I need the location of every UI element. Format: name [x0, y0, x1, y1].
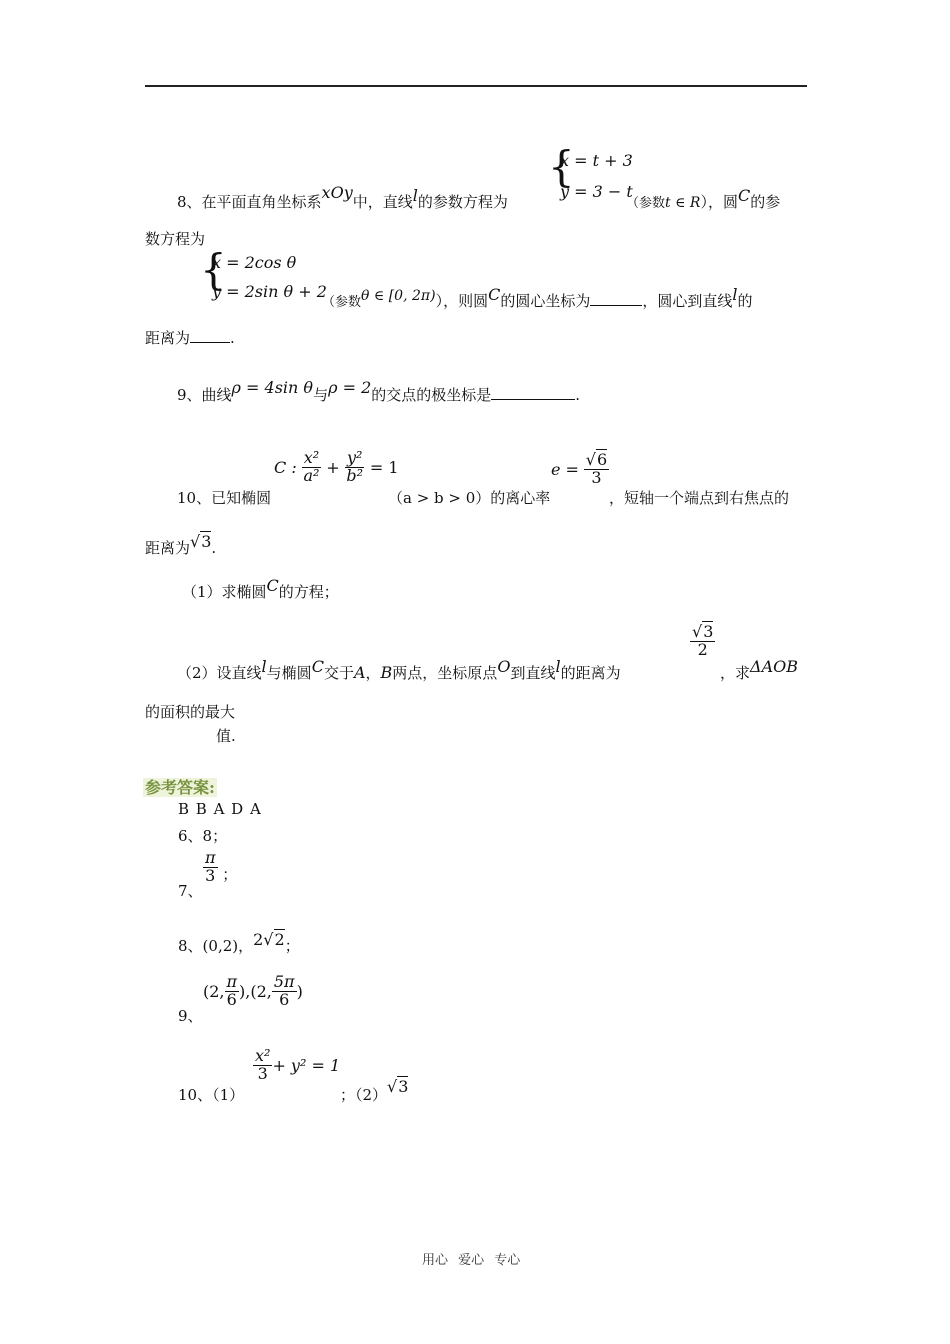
answer-9-value: (2, $\frac{\pi}{6}$ ),(2, $\frac{5\pi}{6}$ ): [203, 972, 303, 1009]
q8-system1-eq2: y = 3 − t: [560, 182, 633, 201]
q10-frac-x: $\frac{\text{x²}}{\text{a²}}$: [303, 448, 320, 485]
q10-eccentricity: e = $\frac{√6}{3}$: [551, 450, 608, 487]
q10-part2: （2）设直线l与椭圆C交于A，B两点，坐标原点O到直线l的距离为: [177, 657, 621, 682]
answer-7-fraction: $\frac{\pi}{3}$ ；: [205, 848, 238, 885]
answers-multiple-choice: B B A D A: [178, 800, 262, 818]
q10-ellipse-equation: C : $\frac{\text{x²}}{\text{a²}}$ + $\frac{\text{y²}}{\text{b²}}$ = 1: [274, 448, 399, 485]
q8-system2-brace: {: [200, 245, 227, 294]
q10-condition: （a > b > 0）的离心率: [388, 489, 551, 507]
q10-line1-tail: ，短轴一个端点到右焦点的: [609, 489, 790, 507]
q10-part2-tail: ，求ΔAOB: [720, 657, 798, 682]
q8-line1: 8、在平面直角坐标系xOy中，直线l的参数方程为: [177, 183, 508, 211]
answers-title: 参考答案:: [145, 778, 215, 797]
q8-line2: 数方程为: [145, 230, 206, 248]
q8-line1-tail: （参数t ∈ R），圆C的参: [626, 186, 781, 211]
q8-system1-brace: {: [548, 142, 575, 191]
page-footer: 用心 爱心 专心: [422, 1253, 521, 1268]
q8-line4: 距离为 .: [145, 329, 235, 347]
q8-system2-eq2: y = 2sin θ + 2: [212, 282, 327, 301]
answer-9-label: 9、: [178, 1007, 203, 1025]
q10-distance-fraction: $\frac{√3}{2}$: [692, 622, 714, 659]
answer-7-label: 7、: [178, 882, 203, 900]
answer-10-part2: ；（2）√3: [340, 1077, 409, 1104]
q10-frac-y: $\frac{\text{y²}}{\text{b²}}$: [346, 448, 364, 485]
answer-6: 6、8；: [178, 827, 228, 845]
answer-10-equation: $\frac{\text{x²}}{3}$ + y² = 1: [255, 1046, 341, 1083]
q8-system1-eq1: x = t + 3: [560, 151, 633, 170]
q10-line2: 距离为√3.: [145, 532, 217, 557]
answer-10-label: 10、（1）: [178, 1086, 245, 1104]
q10-part1: （1）求椭圆C的方程；: [182, 576, 339, 601]
q8-system2-eq1: x = 2cos θ: [212, 253, 297, 272]
q10-last-line2: 值.: [216, 727, 236, 745]
answer-8: 8、(0,2)，2√2；: [178, 930, 300, 955]
q9-line: 9、曲线ρ = 4sin θ与ρ = 2的交点的极坐标是 .: [177, 378, 581, 404]
q10-last-line1: 的面积的最大: [145, 703, 236, 721]
q8-line3: （参数θ ∈ [0, 2π)），则圆C的圆心坐标为 ，圆心到直线l的: [322, 285, 753, 310]
header-rule: [145, 85, 807, 87]
q10-prefix: 10、已知椭圆: [177, 489, 272, 507]
